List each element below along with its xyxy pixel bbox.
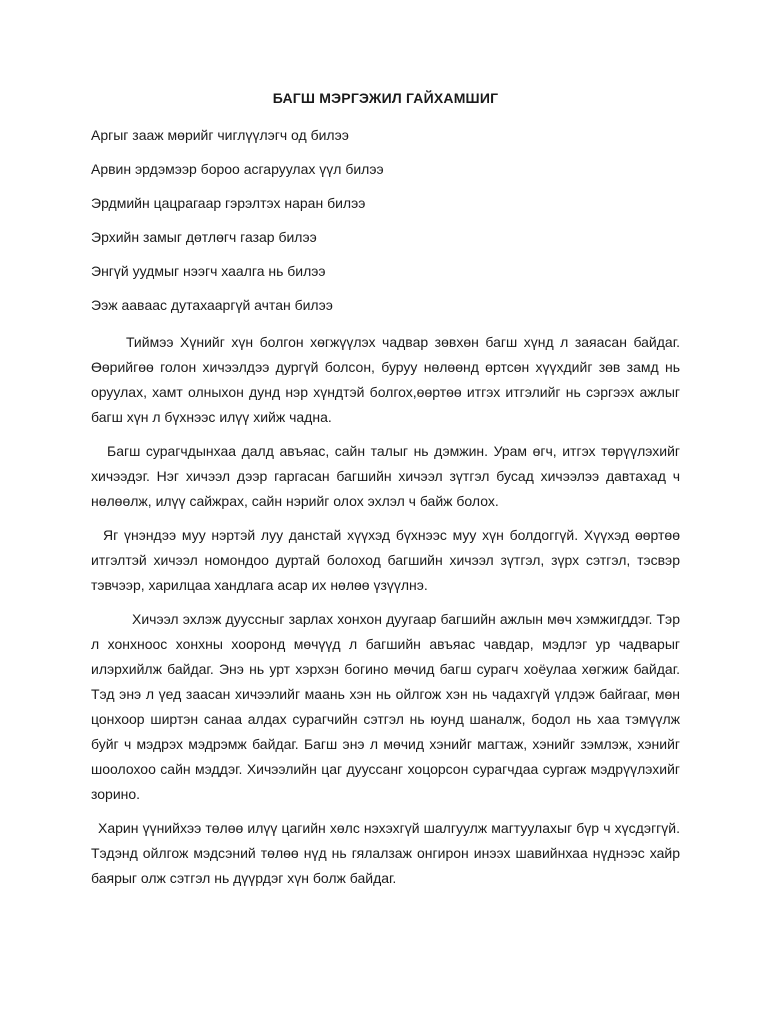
poem-line: Ээж aaвaac дутахаaргүй ачтан билээ (91, 297, 333, 313)
poem-line: Арвин эрдэмээр бороо асгаруулах үүл билээ (91, 161, 384, 177)
poem-line: Эрхийн замыг дөтлөгч газар билээ (91, 229, 317, 245)
paragraph: Тиймээ Хүнийг хүн болгон хөгжүүлэх чадвар зөвхөн багш хүнд л заяасан байдаг. Өөрийгөө голон хичээлдээ дургүй болсон, буруу нөлөөнд өртсөн хүүхдийг зөв замд нь оруулах, хамт олныхон дунд нэр хүндтэй болгох,өөртөө итгэх итгэлийг нь сэргээх ажлыг багш хүн л бүхнээс илүү хийж чадна. (91, 334, 680, 425)
paragraph: Яг үнэндээ муу нэртэй луу данстай хүүхэд бүхнээс муу хүн болдоггүй. Хүүхэд өөртөө итгэлтэй хичээл номондоо дуртай болоход багшийн хичээл зүтгэл, зүрх сэтгэл, тэсвэр тэвчээр, харилцаа хандлага асар их нөлөө үзүүлнэ. (91, 527, 680, 593)
paragraph: Багш сурагчдынхаа далд авъяас, сайн талыг нь дэмжин. Урам өгч, итгэх төрүүлэхийг хичээдэг. Нэг хичээл дээр гаргасан багшийн хичээл зүтгэл бусад хичээлээ давтахад ч нөлөөлж, илүү сайжрах, сайн нэрийг олох эхлэл ч байж болох. (91, 443, 680, 509)
poem-line: Эрдмийн цацрагаар гэрэлтэх наран билээ (91, 195, 366, 211)
poem (91, 126, 680, 314)
paragraph: Харин үүнийхээ төлөө илүү цагийн хөлс нэхэхгүй шалгуулж магтуулахыг бүр ч хүсдэггүй. Тэдэнд ойлгож мэдсэний төлөө нүд нь гялалзаж онгирон инээх шавийнхаа нүднээс хайр баярыг олж сэтгэл нь дүүрдэг хүн болж байдаг. (91, 820, 680, 886)
document-title: БАГШ МЭРГЭЖИЛ ГАЙХАМШИГ (272, 90, 499, 106)
body-text (91, 330, 680, 891)
paragraph: Хичээл эхлэж дуусcныг зарлах хонхон дуугаар багшийн ажлын мөч хэмжигддэг. Тэр л хонхноос хонхны хооронд мөчүүд л багшийн авъяас чавдар, мэдлэг ур чадварыг илэрхийлж байдаг. Энэ нь урт хэрхэн богино мөчид багш сурагч хоёулаа хөгжиж байдаг. Тэд энэ л үед заасан хичээлийг маань хэн нь ойлгож хэн нь чадахгүй үлдэж байгааг, мөн цонхоор ширтэн санаа алдах сурагчийн сэтгэл нь юунд шаналж, бодол нь хаа тэмүүлж буйг ч мэдрэх мэдрэмж байдаг. Багш энэ л мөчид хэнийг магтаж, хэнийг зэмлэж, хэнийг шоолохоо сайн мэддэг. Хичээлийн цаг дууссанг хоцорсон сурагчдаа сургаж мэдрүүлэхийг зорино. (91, 611, 680, 802)
poem-line: Аргыг зааж мөрийг чиглүүлэгч од билээ (91, 127, 349, 143)
poem-line: Энгүй уудмыг нээгч хаалга нь билээ (91, 263, 326, 279)
